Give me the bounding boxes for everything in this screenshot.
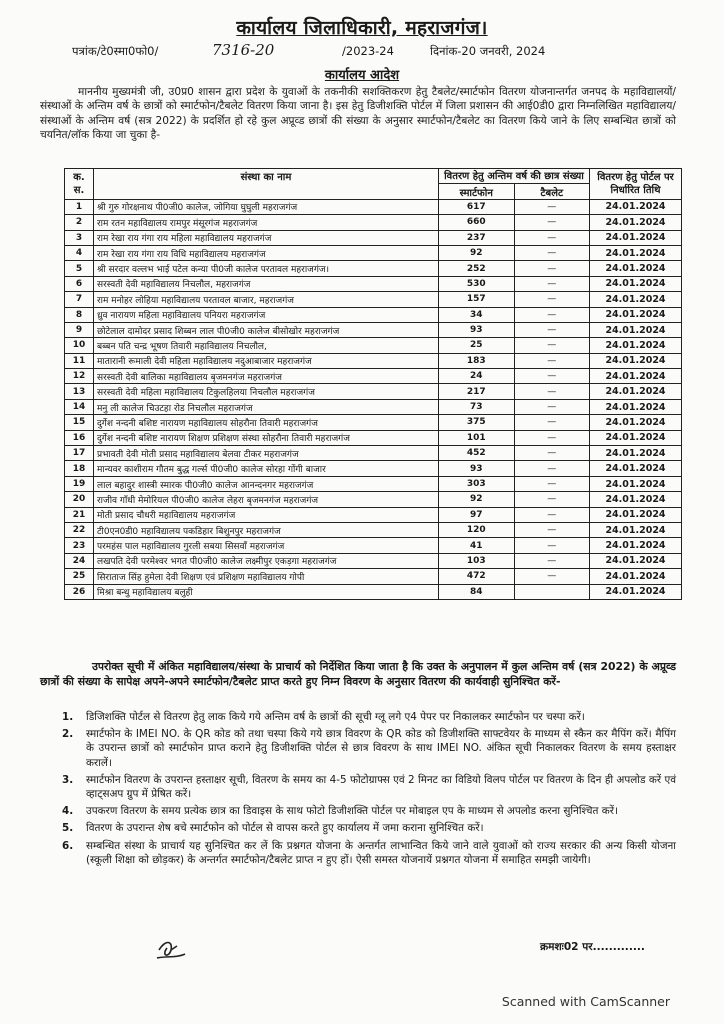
row-smartphone-count: 617 <box>439 199 515 214</box>
row-tablet-count: — <box>514 399 590 414</box>
col-header-institution: संस्था का नाम <box>94 169 439 200</box>
instruction-points <box>62 710 676 870</box>
row-institution-name: लखपति देवी परमेश्वर भगत पी0जी0 कालेज लक्ष्मीपुर एकड़गा महराजगंज <box>94 553 439 568</box>
row-serial: 8 <box>65 307 94 322</box>
row-distribution-date: 24.01.2024 <box>590 461 682 476</box>
table-row <box>65 584 682 599</box>
row-serial: 1 <box>65 199 94 214</box>
row-distribution-date: 24.01.2024 <box>590 522 682 537</box>
row-tablet-count: — <box>514 307 590 322</box>
row-tablet-count: — <box>514 492 590 507</box>
table-row <box>65 492 682 507</box>
row-serial: 21 <box>65 507 94 522</box>
row-tablet-count: — <box>514 507 590 522</box>
row-distribution-date: 24.01.2024 <box>590 292 682 307</box>
row-distribution-date: 24.01.2024 <box>590 245 682 260</box>
row-institution-name: मोती प्रसाद चौधरी महाविद्यालय महराजगंज <box>94 507 439 522</box>
distribution-table <box>64 168 682 600</box>
row-smartphone-count: 252 <box>439 261 515 276</box>
row-distribution-date: 24.01.2024 <box>590 430 682 445</box>
col-header-student-count: वितरण हेतु अन्तिम वर्ष की छात्र संख्या <box>439 169 590 184</box>
instruction-point-number: 6. <box>62 839 74 852</box>
table-row <box>65 446 682 461</box>
table-row <box>65 215 682 230</box>
row-distribution-date: 24.01.2024 <box>590 353 682 368</box>
row-serial: 4 <box>65 245 94 260</box>
table-row <box>65 338 682 353</box>
table-row <box>65 276 682 291</box>
row-tablet-count: — <box>514 446 590 461</box>
row-smartphone-count: 472 <box>439 569 515 584</box>
continued-note: क्रमशः02 पर............. <box>540 941 645 953</box>
office-title: कार्यालय जिलाधिकारी, महराजगंज। <box>236 17 488 39</box>
instruction-point <box>62 773 676 801</box>
instruction-point-number: 2. <box>62 728 74 741</box>
row-institution-name: प्रभावती देवी मोती प्रसाद महाविद्यालय बेलवा टीकर महराजगंज <box>94 446 439 461</box>
row-serial: 7 <box>65 292 94 307</box>
row-serial: 20 <box>65 492 94 507</box>
row-institution-name: मिश्रा बन्धु महाविद्यालय बलुही <box>94 584 439 599</box>
row-tablet-count: — <box>514 569 590 584</box>
row-smartphone-count: 157 <box>439 292 515 307</box>
row-institution-name: सरस्वती देवी महाविद्यालय निचलौल, महराजगंज <box>94 276 439 291</box>
table-row <box>65 292 682 307</box>
table-row <box>65 476 682 491</box>
row-institution-name: मनु ली कालेज चिउटहा रोड निचलौल महराजगंज <box>94 399 439 414</box>
row-smartphone-count: 92 <box>439 245 515 260</box>
row-smartphone-count: 530 <box>439 276 515 291</box>
row-institution-name: दुर्गेश नन्दनी बशिष्ट नारायण शिक्षण प्रशिक्षण संस्था सोहरौना तिवारी महराजगंज <box>94 430 439 445</box>
instruction-point-number: 3. <box>62 773 74 786</box>
row-distribution-date: 24.01.2024 <box>590 446 682 461</box>
row-institution-name: सिराताज सिंह हुमेला देवी शिक्षण एवं प्रशिक्षण महाविद्यालय गोपी <box>94 569 439 584</box>
row-distribution-date: 24.01.2024 <box>590 230 682 245</box>
reference-line <box>72 41 684 62</box>
row-institution-name: सरस्वती देवी महिला महाविद्यालय टिकुलहिलया निचलौल महराजगंज <box>94 384 439 399</box>
row-institution-name: बब्बन पति चन्द्र भूषण तिवारी महाविद्यालय निचलौल, <box>94 338 439 353</box>
row-serial: 24 <box>65 553 94 568</box>
row-institution-name: मातारानी रूमाली देवी महिला महाविद्यालय नदुआबाजार महराजगंज <box>94 353 439 368</box>
row-tablet-count: — <box>514 430 590 445</box>
reference-year: /2023-24 <box>342 44 394 58</box>
table-row <box>65 569 682 584</box>
row-distribution-date: 24.01.2024 <box>590 369 682 384</box>
reference-date: दिनांक-20 जनवरी, 2024 <box>430 44 546 58</box>
row-serial: 10 <box>65 338 94 353</box>
row-serial: 6 <box>65 276 94 291</box>
row-tablet-count: — <box>514 338 590 353</box>
instruction-point <box>62 821 676 835</box>
row-smartphone-count: 93 <box>439 461 515 476</box>
row-distribution-date: 24.01.2024 <box>590 322 682 337</box>
row-smartphone-count: 41 <box>439 538 515 553</box>
table-row <box>65 369 682 384</box>
row-tablet-count: — <box>514 553 590 568</box>
row-institution-name: छोटेलाल दामोदर प्रसाद शिब्बन लाल पी0जी0 कालेज बीसोखोर महराजगंज <box>94 322 439 337</box>
table-row <box>65 307 682 322</box>
instruction-point <box>62 839 676 867</box>
row-tablet-count: — <box>514 199 590 214</box>
instruction-point <box>62 804 676 818</box>
row-distribution-date: 24.01.2024 <box>590 307 682 322</box>
row-distribution-date: 24.01.2024 <box>590 215 682 230</box>
row-smartphone-count: 120 <box>439 522 515 537</box>
row-serial: 18 <box>65 461 94 476</box>
instruction-point-text: डिजिशक्ति पोर्टल से वितरण हेतु लाक किये गये अन्तिम वर्ष के छात्रों की सूची ग्लू लगे ए4 पेपर पर निकालकर स्मार्टफोन पर चस्पा करें। <box>86 711 585 723</box>
row-institution-name: लाल बहादुर शास्त्री स्मारक पी0जी0 कालेज आनन्दनगर महराजगंज <box>94 476 439 491</box>
row-smartphone-count: 217 <box>439 384 515 399</box>
row-distribution-date: 24.01.2024 <box>590 199 682 214</box>
table-row <box>65 507 682 522</box>
row-smartphone-count: 375 <box>439 415 515 430</box>
row-distribution-date: 24.01.2024 <box>590 384 682 399</box>
table-row <box>65 553 682 568</box>
row-tablet-count: — <box>514 245 590 260</box>
row-institution-name: दुर्गेश नन्दनी बशिष्ट नारायण महाविद्यालय सोहरौना तिवारी महराजगंज <box>94 415 439 430</box>
row-institution-name: श्री सरदार वल्लभ भाई पटेल कन्या पी0जी कालेज परतावल महराजगंज। <box>94 261 439 276</box>
row-tablet-count: — <box>514 261 590 276</box>
row-distribution-date: 24.01.2024 <box>590 276 682 291</box>
table-row <box>65 353 682 368</box>
row-smartphone-count: 237 <box>439 230 515 245</box>
row-smartphone-count: 101 <box>439 430 515 445</box>
col-header-date: वितरण हेतु पोर्टल पर निर्धारित तिथि <box>590 169 682 200</box>
instruction-point <box>62 710 676 724</box>
instruction-paragraph: उपरोक्त सूची में अंकित महाविद्यालय/संस्था के प्राचार्य को निर्देशित किया जाता है कि उक्त के अनुपालन में कुल अन्तिम वर्ष (सत्र 2022) के अप्रूव्ड छात्रों की संख्या के सापेक्ष अपने-अपने स्मार्टफोन/टैबलेट प्राप्त करते हुए निम्न विवरण के अनुसार वितरण की कार्यवाही सुनिश्चित करें- <box>40 660 676 688</box>
row-serial: 9 <box>65 322 94 337</box>
instruction-point-number: 1. <box>62 711 74 723</box>
row-smartphone-count: 34 <box>439 307 515 322</box>
row-institution-name: मान्यवर काशीराम गौतम बुद्ध गर्ल्स पी0जी0 कालेज सोरहा गोंगी बाजार <box>94 461 439 476</box>
row-smartphone-count: 25 <box>439 338 515 353</box>
row-serial: 2 <box>65 215 94 230</box>
row-tablet-count: — <box>514 522 590 537</box>
row-smartphone-count: 183 <box>439 353 515 368</box>
row-smartphone-count: 93 <box>439 322 515 337</box>
row-tablet-count: — <box>514 476 590 491</box>
row-institution-name: श्री गुरु गोरक्षनाथ पी0जी0 कालेज, जोगिया घुघुली महराजगंज <box>94 199 439 214</box>
row-tablet-count: — <box>514 384 590 399</box>
row-distribution-date: 24.01.2024 <box>590 553 682 568</box>
table-body <box>65 199 682 599</box>
table-row <box>65 261 682 276</box>
row-smartphone-count: 24 <box>439 369 515 384</box>
row-tablet-count: — <box>514 215 590 230</box>
order-heading: कार्यालय आदेश <box>324 68 400 83</box>
table-row <box>65 322 682 337</box>
row-smartphone-count: 97 <box>439 507 515 522</box>
row-tablet-count: — <box>514 230 590 245</box>
row-serial: 25 <box>65 569 94 584</box>
row-serial: 13 <box>65 384 94 399</box>
instruction-point-text: वितरण के उपरान्त शेष बचे स्मार्टफोन को पोर्टल से वापस करते हुए कार्यालय में जमा कराना सुनिश्चित करें। <box>86 822 484 835</box>
instruction-point-text: उपकरण वितरण के समय प्रत्येक छात्र का डिवाइस के साथ फोटो डिजीशक्ति पोर्टल पर मोबाइल एप के माध्यम से अपलोड करना सुनिश्चित करें। <box>86 805 618 818</box>
table-row <box>65 230 682 245</box>
row-institution-name: राम रेखा राय गंगा राय विधि महाविद्यालय महराजगंज <box>94 245 439 260</box>
row-institution-name: परमहंस पाल महाविद्यालय गुरली सबया सिसवाँ महराजगंज <box>94 538 439 553</box>
row-serial: 12 <box>65 369 94 384</box>
row-tablet-count: — <box>514 292 590 307</box>
row-distribution-date: 24.01.2024 <box>590 569 682 584</box>
row-smartphone-count: 103 <box>439 553 515 568</box>
row-smartphone-count: 92 <box>439 492 515 507</box>
row-tablet-count: — <box>514 538 590 553</box>
row-distribution-date: 24.01.2024 <box>590 584 682 599</box>
instruction-point-number: 5. <box>62 822 74 835</box>
row-smartphone-count: 452 <box>439 446 515 461</box>
row-tablet-count: — <box>514 353 590 368</box>
row-serial: 14 <box>65 399 94 414</box>
row-serial: 22 <box>65 522 94 537</box>
col-header-serial: क. स. <box>65 169 94 200</box>
signature-mark <box>155 936 189 962</box>
row-distribution-date: 24.01.2024 <box>590 415 682 430</box>
table-row <box>65 538 682 553</box>
table-row <box>65 430 682 445</box>
table-row <box>65 399 682 414</box>
table-row <box>65 384 682 399</box>
row-distribution-date: 24.01.2024 <box>590 399 682 414</box>
row-serial: 3 <box>65 230 94 245</box>
instruction-point <box>62 727 676 770</box>
scanner-watermark: Scanned with CamScanner <box>501 994 670 1009</box>
reference-prefix: पत्रांक/टे0स्मा0फो0/ <box>72 44 159 58</box>
row-serial: 11 <box>65 353 94 368</box>
table-row <box>65 199 682 214</box>
row-distribution-date: 24.01.2024 <box>590 492 682 507</box>
instruction-point-text: स्मार्टफोन वितरण के उपरान्त हस्ताक्षर सूची, वितरण के समय का 4-5 फोटोग्राफ्स एवं 2 मिनट का विडियो विलप पोर्टल पर वितरण के दिन ही अपलोड करें एवं व्हाट्सअप ग्रुप में प्रेषित करें। <box>86 773 676 801</box>
row-institution-name: टी0एन0डी0 महाविद्यालय पकडिहार बिशुनपुर महराजगंज <box>94 522 439 537</box>
instruction-point-text: स्मार्टफोन के IMEI NO. के QR कोड को तथा चस्पा किये गये छात्र विवरण के QR कोड को डिजीशक्ति साफ्टवेयर के माध्यम से स्कैन कर मैपिंग करें। मैपिंग के उपरान्त छात्रों को स्मार्टफोन प्राप्त कराने हेतु डिजीशक्ति पोर्टल से छात्र विवरण के साथ IMEI NO. अंकित सूची निकालकर वितरण के समय हस्ताक्षर करालें। <box>86 728 676 769</box>
instruction-point-text: सम्बन्धित संस्था के प्राचार्य यह सुनिश्चित कर लें कि प्रश्नगत योजना के अन्तर्गत लाभान्वित किये जाने वाले युवाओं को राज्य सरकार की अन्य किसी योजना (स्कूली शिक्षा को छोड़कर) के अन्तर्गत स्मार्टफोन/टैबलेट प्राप्त न हुए हों। ऐसी समस्त योजनायें प्रश्नगत योजना में समाहित समझी जायेगी। <box>86 839 676 866</box>
row-distribution-date: 24.01.2024 <box>590 507 682 522</box>
row-serial: 15 <box>65 415 94 430</box>
row-distribution-date: 24.01.2024 <box>590 338 682 353</box>
table-row <box>65 461 682 476</box>
row-serial: 23 <box>65 538 94 553</box>
row-institution-name: ध्रुव नारायण महिला महाविद्यालय पनियरा महराजगंज <box>94 307 439 322</box>
col-header-smartphone: स्मार्टफोन <box>439 184 515 199</box>
row-tablet-count: — <box>514 461 590 476</box>
row-institution-name: राम रतन महाविद्यालय रामपुर मंसूरगंज महराजगंज <box>94 215 439 230</box>
row-serial: 26 <box>65 584 94 599</box>
row-serial: 19 <box>65 476 94 491</box>
row-institution-name: राम मनोहर लोहिया महाविद्यालय परतावल बाजार, महराजगंज <box>94 292 439 307</box>
row-smartphone-count: 660 <box>439 215 515 230</box>
table-row <box>65 245 682 260</box>
row-tablet-count: — <box>514 369 590 384</box>
row-smartphone-count: 303 <box>439 476 515 491</box>
row-distribution-date: 24.01.2024 <box>590 261 682 276</box>
reference-number-handwritten: 7316-20 <box>212 41 275 59</box>
row-serial: 5 <box>65 261 94 276</box>
row-institution-name: सरस्वती देवी बालिका महाविद्यालय बृजमनगंज महराजगंज <box>94 369 439 384</box>
instruction-point-number: 4. <box>62 805 74 818</box>
row-serial: 17 <box>65 446 94 461</box>
row-distribution-date: 24.01.2024 <box>590 476 682 491</box>
row-smartphone-count: 84 <box>439 584 515 599</box>
row-tablet-count: — <box>514 276 590 291</box>
col-header-tablet: टैबलेट <box>514 184 590 199</box>
row-tablet-count: — <box>514 322 590 337</box>
row-tablet-count <box>514 584 590 599</box>
row-serial: 16 <box>65 430 94 445</box>
row-tablet-count: — <box>514 415 590 430</box>
row-institution-name: राजीव गाँधी मेमोरियल पी0जी0 कालेज लेहरा बृजमनगंज महराजगंज <box>94 492 439 507</box>
table-row <box>65 522 682 537</box>
row-institution-name: राम रेखा राय गंगा राय महिला महाविद्यालय महराजगंज <box>94 230 439 245</box>
table-row <box>65 415 682 430</box>
row-distribution-date: 24.01.2024 <box>590 538 682 553</box>
row-smartphone-count: 73 <box>439 399 515 414</box>
intro-paragraph: माननीय मुख्यमंत्री जी, उ0प्र0 शासन द्वारा प्रदेश के युवाओं के तकनीकी सशक्तिकरण हेतु टैबलेट/स्मार्टफोन वितरण योजनान्तर्गत जनपद के महाविद्यालयों/संस्थाओं के अन्तिम वर्ष के छात्रों को स्मार्टफोन/टैबलेट वितरण किया जाना है। इस हेतु डिजीशक्ति पोर्टल में जिला प्रशासन की आई0डी0 द्वारा निम्नलिखित महाविद्यालय/संस्थाओं के अन्तिम वर्ष (सत्र 2022) के प्रदर्शित हो रहे कुल अप्रूव्ड छात्रों की संख्या के अनुसार स्मार्टफोन/टैबलेट का वितरण किये जाने के लिए सम्बन्धित छात्रों को चयनित/लॉक किया जा चुका है- <box>40 86 676 142</box>
